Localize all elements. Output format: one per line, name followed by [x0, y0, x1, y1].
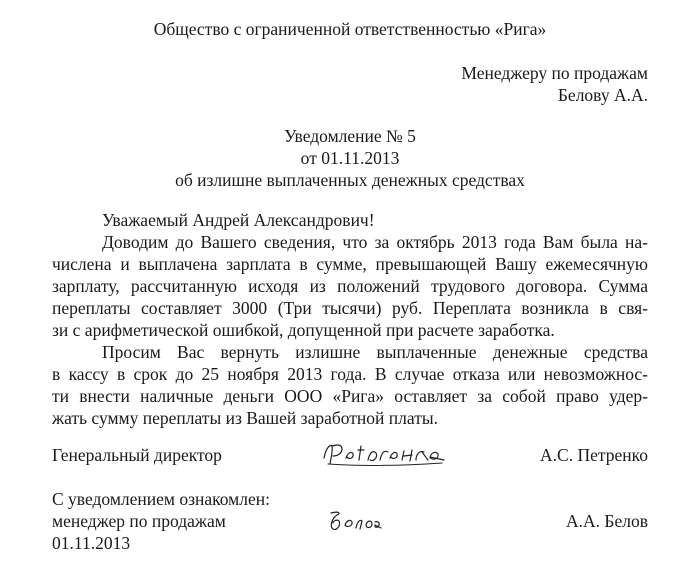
paragraph1-line: переплаты составляет 3000 (Три тысячи) руб. Переплата возникла в свя-: [52, 298, 648, 318]
paragraph1-line: зарплату, рассчитанную исходя из положений трудового договора. Сумма: [52, 276, 648, 296]
director-name: А.С. Петренко: [540, 445, 648, 465]
paragraph1-line: Доводим до Вашего сведения, что за октябрь 2013 года Вам была на-: [102, 232, 648, 252]
paragraph1-line: числена и выплачена зарплата в сумме, превышающей Вашу ежемесячную: [52, 254, 648, 274]
paragraph2-line: в кассу в срок до 25 ноября 2013 года. В случае отказа или невозможнос-: [52, 364, 648, 384]
director-position: Генеральный директор: [52, 445, 222, 465]
paragraph2-line: ти внести наличные деньги ООО «Рига» оставляет за собой право удер-: [52, 386, 648, 406]
paragraph1-line: зи с арифметической ошибкой, допущенной при расчете заработка.: [52, 320, 555, 340]
acknowledgement-date: 01.11.2013: [52, 533, 131, 553]
acknowledgement-name: А.А. Белов: [566, 511, 648, 531]
organization-name: Общество с ограниченной ответственностью «Рига»: [153, 19, 547, 39]
notice-date: от 01.11.2013: [300, 148, 400, 168]
letter-body: [52, 209, 648, 429]
employee-signature: [325, 505, 385, 535]
salutation: Уважаемый Андрей Александрович!: [102, 210, 375, 230]
addressee-name: Белову А.А.: [557, 85, 648, 105]
addressee-position: Менеджеру по продажам: [461, 63, 648, 83]
director-signature: [318, 436, 448, 470]
notice-subject: об излишне выплаченных денежных средствах: [175, 170, 525, 190]
notice-title: Уведомление № 5: [284, 126, 416, 146]
paragraph2-line: жать сумму переплаты из Вашей заработной платы.: [52, 408, 438, 428]
paragraph2-line: Просим Вас вернуть излишне выплаченные денежные средства: [102, 342, 648, 362]
acknowledgement-heading: С уведомлением ознакомлен:: [52, 489, 270, 509]
acknowledgement-position: менеджер по продажам: [52, 511, 226, 531]
